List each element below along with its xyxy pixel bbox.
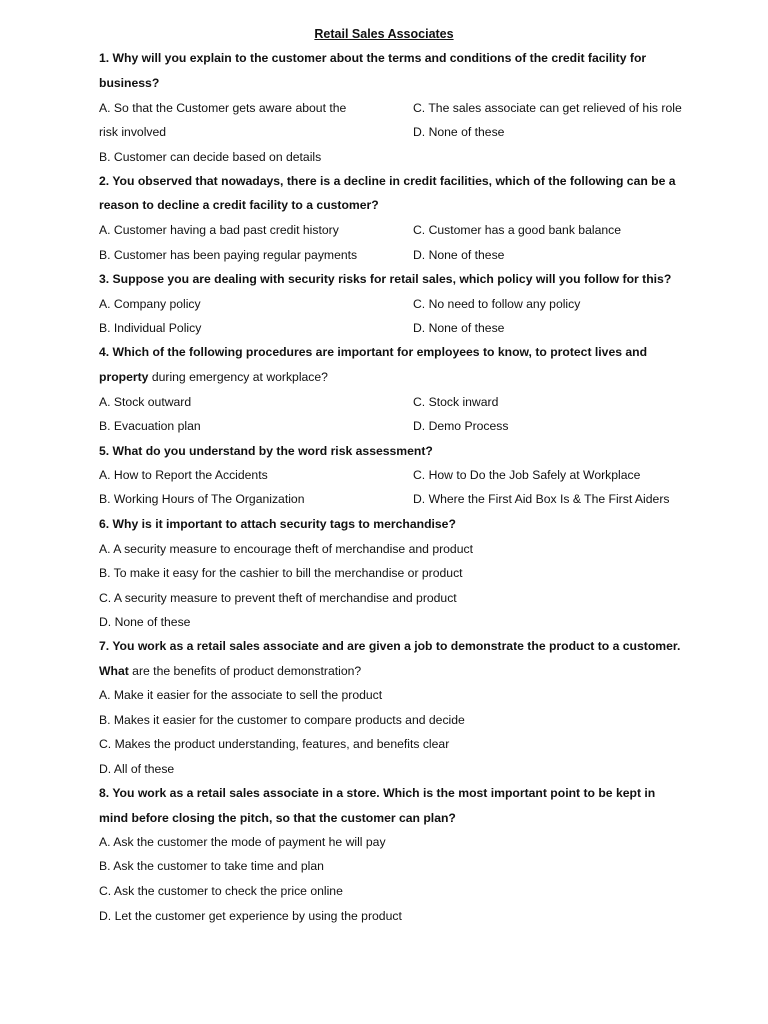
q8-option-c: C. Ask the customer to check the price online	[99, 884, 343, 898]
q2-option-c: C. Customer has a good bank balance	[413, 223, 621, 237]
question-2-text: 2. You observed that nowadays, there is a decline in credit facilities, which of the following can be a	[99, 174, 676, 188]
q8-option-a: A. Ask the customer the mode of payment he will pay	[99, 835, 386, 849]
q7-option-a: A. Make it easier for the associate to sell the product	[99, 688, 383, 702]
q5-option-b: B. Working Hours of The Organization	[99, 492, 305, 506]
q4-option-b: B. Evacuation plan	[99, 419, 201, 433]
q6-option-b: B. To make it easy for the cashier to bill the merchandise or product	[99, 566, 463, 580]
q4-option-c: C. Stock inward	[413, 395, 499, 409]
q6-option-a: A. A security measure to encourage theft of merchandise and product	[99, 542, 473, 556]
question-7-text-cont	[99, 663, 361, 679]
question-7-text: 7. You work as a retail sales associate and are given a job to demonstrate the product to a customer.	[99, 639, 681, 653]
q7-option-b: B. Makes it easier for the customer to compare products and decide	[99, 713, 465, 727]
question-8-text: 8. You work as a retail sales associate in a store. Which is the most important point to be kept in	[99, 786, 656, 800]
q4-option-a: A. Stock outward	[99, 395, 192, 409]
q5-option-a: A. How to Report the Accidents	[99, 468, 268, 482]
q6-option-c: C. A security measure to prevent theft of merchandise and product	[99, 591, 457, 605]
question-1-text-cont: business?	[99, 76, 160, 90]
q6-option-d: D. None of these	[99, 615, 191, 629]
question-2-text-cont: reason to decline a credit facility to a customer?	[99, 198, 379, 212]
question-6-text: 6. Why is it important to attach security tags to merchandise?	[99, 517, 456, 531]
q2-option-a: A. Customer having a bad past credit history	[99, 223, 339, 237]
question-4-rest: during emergency at workplace?	[148, 370, 328, 384]
q8-option-b: B. Ask the customer to take time and plan	[99, 859, 324, 873]
q1-option-a-cont: risk involved	[99, 125, 167, 139]
question-3-text: 3. Suppose you are dealing with security risks for retail sales, which policy will you follow for this?	[99, 272, 672, 286]
question-8-text-cont: mind before closing the pitch, so that the customer can plan?	[99, 811, 456, 825]
question-7-rest: are the benefits of product demonstration?	[128, 664, 362, 678]
q1-option-a: A. So that the Customer gets aware about the	[99, 101, 347, 115]
q3-option-b: B. Individual Policy	[99, 321, 202, 335]
q1-option-c: C. The sales associate can get relieved of his role	[413, 101, 682, 115]
q5-option-d: D. Where the First Aid Box Is & The First Aiders	[413, 492, 670, 506]
q7-option-c: C. Makes the product understanding, features, and benefits clear	[99, 737, 450, 751]
q2-option-d: D. None of these	[413, 248, 505, 262]
q7-option-d: D. All of these	[99, 762, 175, 776]
q3-option-d: D. None of these	[413, 321, 505, 335]
question-4-text: 4. Which of the following procedures are important for employees to know, to protect lives and	[99, 345, 648, 359]
question-5-text: 5. What do you understand by the word risk assessment?	[99, 444, 433, 458]
question-7-bold-word: What	[99, 664, 129, 678]
question-4-text-cont	[99, 369, 328, 385]
page-title: Retail Sales Associates	[314, 27, 454, 41]
question-1-text: 1. Why will you explain to the customer about the terms and conditions of the credit facility for	[99, 51, 647, 65]
q4-option-d: D. Demo Process	[413, 419, 509, 433]
q3-option-c: C. No need to follow any policy	[413, 297, 581, 311]
q3-option-a: A. Company policy	[99, 297, 201, 311]
q8-option-d: D. Let the customer get experience by using the product	[99, 909, 402, 923]
q5-option-c: C. How to Do the Job Safely at Workplace	[413, 468, 641, 482]
question-4-bold-word: property	[99, 370, 149, 384]
q1-option-d: D. None of these	[413, 125, 505, 139]
q2-option-b: B. Customer has been paying regular payments	[99, 248, 358, 262]
q1-option-b: B. Customer can decide based on details	[99, 150, 322, 164]
